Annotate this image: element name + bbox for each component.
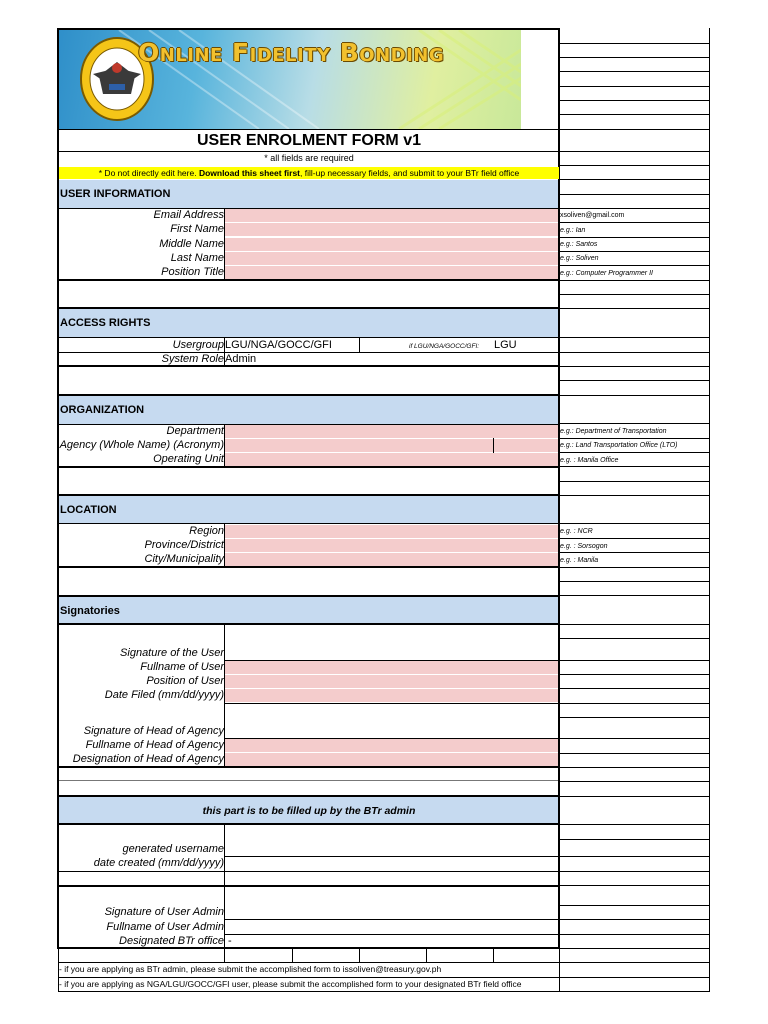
hint-grid-line bbox=[559, 934, 710, 935]
divider bbox=[359, 337, 360, 352]
section-access-rights: ACCESS RIGHTS bbox=[59, 309, 558, 337]
hint-grid-line bbox=[559, 495, 710, 496]
divider bbox=[426, 949, 427, 963]
label-date-filed-text: Date Filed (mm/dd/yyyy) bbox=[104, 689, 224, 701]
hint-grid-line bbox=[559, 824, 710, 825]
signature-head-field[interactable] bbox=[225, 704, 558, 737]
hint-grid-line bbox=[559, 481, 710, 482]
label-date-filed bbox=[59, 688, 224, 702]
hint-grid-line bbox=[559, 948, 710, 949]
divider bbox=[59, 780, 558, 781]
label-province bbox=[59, 538, 224, 552]
hint-grid-line bbox=[559, 466, 710, 467]
hint-first-name: e.g.: Ian bbox=[560, 227, 586, 234]
section-border bbox=[57, 623, 560, 625]
hint-grid-line bbox=[559, 71, 710, 72]
label-designation-head-text: Designation of Head of Agency bbox=[72, 753, 224, 765]
divider bbox=[58, 991, 560, 992]
province-field[interactable] bbox=[225, 539, 558, 552]
hint-grid-line bbox=[559, 595, 710, 596]
system-role-select[interactable]: Admin bbox=[225, 353, 257, 365]
hint-position-title: e.g.: Computer Programmer II bbox=[560, 270, 653, 277]
hint-grid-line bbox=[559, 688, 710, 689]
hint-city: e.g. : Manila bbox=[560, 557, 599, 564]
label-date-created bbox=[59, 856, 224, 870]
hint-grid-line bbox=[559, 885, 710, 886]
hint-grid-line bbox=[559, 552, 710, 553]
hint-grid-line bbox=[559, 856, 710, 857]
label-middle-name-text: Middle Name bbox=[159, 238, 224, 250]
position-title-field[interactable] bbox=[225, 266, 558, 279]
label-operating-unit bbox=[59, 452, 224, 466]
label-region-text: Region bbox=[189, 525, 224, 537]
agency-name-field[interactable] bbox=[225, 439, 493, 452]
label-city bbox=[59, 552, 224, 566]
label-signature-head bbox=[59, 724, 224, 738]
hint-grid-line bbox=[559, 423, 710, 424]
notice-bold: Download this sheet first bbox=[198, 168, 301, 178]
notice-suffix: , fill-up necessary fields, and submit to your BTr field office bbox=[300, 168, 520, 178]
section-organization: ORGANIZATION bbox=[59, 396, 558, 424]
footnote-btr-admin: - if you are applying as BTr admin, please submit the accomplished form to issoliven@treasury.gov.ph bbox=[59, 964, 442, 974]
email-field[interactable] bbox=[225, 209, 558, 222]
hint-grid-line bbox=[559, 581, 710, 582]
divider bbox=[224, 824, 225, 948]
hint-grid-line bbox=[559, 871, 710, 872]
hint-grid-line bbox=[559, 839, 710, 840]
hint-operating-unit: e.g. : Manila Office bbox=[560, 457, 619, 464]
label-fullname-head bbox=[59, 738, 224, 752]
operating-unit-field[interactable] bbox=[225, 453, 558, 466]
label-usergroup-text: Usergroup bbox=[172, 339, 224, 351]
hint-email: xsoliven@gmail.com bbox=[560, 212, 625, 219]
section-border bbox=[57, 885, 560, 887]
section-border bbox=[57, 766, 560, 768]
hint-grid-line bbox=[559, 194, 710, 195]
hint-grid-line bbox=[559, 337, 710, 338]
signature-user-field[interactable] bbox=[225, 626, 558, 659]
label-email-text: Email Address bbox=[153, 209, 224, 221]
hint-grid-line bbox=[559, 919, 710, 920]
label-position-user bbox=[59, 674, 224, 688]
position-user-field[interactable] bbox=[225, 675, 558, 688]
divider bbox=[224, 624, 225, 767]
hint-grid-line bbox=[559, 251, 710, 252]
hint-grid-line bbox=[559, 638, 710, 639]
hint-grid-line bbox=[559, 43, 710, 44]
label-date-created-text: date created (mm/dd/yyyy) bbox=[93, 857, 224, 869]
label-generated-username bbox=[59, 842, 224, 856]
hint-grid-line bbox=[559, 265, 710, 266]
label-department-text: Department bbox=[166, 425, 224, 437]
date-filed-field[interactable] bbox=[225, 689, 558, 702]
hint-grid-line bbox=[559, 179, 710, 180]
label-signature-admin bbox=[59, 905, 224, 919]
hint-grid-line bbox=[559, 767, 710, 768]
section-border bbox=[57, 823, 560, 825]
label-first-name bbox=[59, 222, 224, 236]
label-system-role bbox=[59, 352, 224, 366]
hint-grid-line bbox=[559, 438, 710, 439]
designated-office-value[interactable]: - bbox=[228, 935, 232, 947]
hint-grid-line bbox=[559, 538, 710, 539]
usergroup-sub-select[interactable]: LGU bbox=[494, 339, 517, 351]
divider bbox=[224, 208, 225, 280]
hint-grid-line bbox=[559, 962, 710, 963]
divider bbox=[57, 129, 560, 130]
hint-grid-line bbox=[559, 86, 710, 87]
label-last-name bbox=[59, 251, 224, 265]
label-first-name-text: First Name bbox=[170, 223, 224, 235]
middle-name-field[interactable] bbox=[225, 238, 558, 251]
label-department bbox=[59, 424, 224, 438]
hint-grid-line bbox=[559, 905, 710, 906]
hint-grid-line bbox=[559, 452, 710, 453]
label-agency bbox=[59, 438, 224, 452]
hint-grid-line bbox=[559, 280, 710, 281]
city-field[interactable] bbox=[225, 553, 558, 566]
label-fullname-user bbox=[59, 660, 224, 674]
hint-grid-line bbox=[559, 57, 710, 58]
label-position-user-text: Position of User bbox=[146, 675, 224, 687]
divider bbox=[224, 424, 225, 467]
divider bbox=[224, 934, 559, 935]
section-border bbox=[57, 279, 560, 281]
hint-grid-line bbox=[559, 352, 710, 353]
divider bbox=[224, 337, 225, 366]
hint-grid-line bbox=[559, 781, 710, 782]
label-designation-head bbox=[59, 752, 224, 766]
label-system-role-text: System Role bbox=[161, 353, 224, 365]
hint-grid-line bbox=[559, 567, 710, 568]
label-designated-office-text: Designated BTr office bbox=[119, 935, 224, 947]
first-name-field[interactable] bbox=[225, 223, 558, 236]
hint-grid-line bbox=[559, 294, 710, 295]
notice-prefix: * Do not directly edit here. bbox=[98, 168, 199, 178]
section-location: LOCATION bbox=[59, 496, 558, 523]
hint-grid-line bbox=[559, 222, 710, 223]
hint-grid-line bbox=[559, 738, 710, 739]
hint-grid-line bbox=[559, 100, 710, 101]
label-generated-username-text: generated username bbox=[122, 843, 224, 855]
divider bbox=[224, 856, 559, 857]
fullname-head-field[interactable] bbox=[225, 739, 558, 752]
label-middle-name bbox=[59, 237, 224, 251]
label-region bbox=[59, 524, 224, 538]
hint-grid-line bbox=[559, 717, 710, 718]
designation-head-field[interactable] bbox=[225, 753, 558, 766]
divider bbox=[493, 949, 494, 963]
hint-grid-line bbox=[559, 308, 710, 309]
label-fullname-head-text: Fullname of Head of Agency bbox=[85, 739, 224, 751]
hint-grid-line bbox=[559, 796, 710, 797]
divider bbox=[359, 949, 360, 963]
footnote-agency-user: - if you are applying as NGA/LGU/GOCC/GFI user, please submit the accomplished form to your designated BTr field office bbox=[59, 979, 522, 989]
hint-grid-line bbox=[559, 753, 710, 754]
department-field[interactable] bbox=[225, 425, 558, 438]
label-signature-admin-text: Signature of User Admin bbox=[104, 906, 224, 918]
hint-grid-line bbox=[559, 114, 710, 115]
hint-grid-line bbox=[559, 129, 710, 130]
section-border bbox=[57, 365, 560, 367]
section-border bbox=[57, 566, 560, 568]
hint-grid-line bbox=[559, 165, 710, 166]
last-name-field[interactable] bbox=[225, 252, 558, 265]
label-position-title bbox=[59, 265, 224, 279]
label-signature-head-text: Signature of Head of Agency bbox=[83, 725, 224, 737]
section-border bbox=[57, 947, 560, 949]
hint-grid-line bbox=[559, 703, 710, 704]
hint-grid-line bbox=[559, 523, 710, 524]
notice-banner bbox=[59, 167, 559, 179]
label-fullname-admin-text: Fullname of User Admin bbox=[106, 921, 224, 933]
divider bbox=[57, 151, 560, 152]
required-note: * all fields are required bbox=[264, 153, 354, 163]
divider bbox=[292, 949, 293, 963]
hint-grid-line bbox=[559, 660, 710, 661]
label-fullname-admin bbox=[59, 920, 224, 934]
agency-acronym-field[interactable] bbox=[494, 439, 558, 452]
hint-last-name: e.g.: Soliven bbox=[560, 255, 599, 262]
label-fullname-user-text: Fullname of User bbox=[140, 661, 224, 673]
section-admin: this part is to be filled up by the BTr admin bbox=[59, 797, 558, 824]
divider bbox=[224, 919, 559, 920]
label-city-text: City/Municipality bbox=[144, 553, 224, 565]
hint-grid-line bbox=[559, 366, 710, 367]
section-border bbox=[57, 466, 560, 468]
label-signature-user bbox=[59, 646, 224, 660]
hint-grid-line bbox=[559, 151, 710, 152]
label-province-text: Province/District bbox=[144, 539, 224, 551]
form-border-top bbox=[57, 28, 560, 30]
banner-title: Online Fidelity Bonding bbox=[138, 38, 445, 67]
form-title: USER ENROLMENT FORM v1 bbox=[196, 132, 421, 149]
hint-grid-line bbox=[559, 395, 710, 396]
label-usergroup bbox=[59, 338, 224, 352]
label-last-name-text: Last Name bbox=[170, 252, 224, 264]
hint-column bbox=[559, 28, 710, 992]
hint-grid-line bbox=[559, 208, 710, 209]
hint-department: e.g.: Department of Transportation bbox=[560, 428, 667, 435]
usergroup-select[interactable]: LGU/NGA/GOCC/GFI bbox=[225, 339, 332, 351]
section-user-information: USER INFORMATION bbox=[59, 180, 558, 208]
label-signature-user-text: Signature of the User bbox=[120, 647, 224, 659]
divider bbox=[559, 949, 560, 963]
label-agency-text: Agency (Whole Name) (Acronym) bbox=[59, 439, 224, 451]
fullname-user-field[interactable] bbox=[225, 661, 558, 674]
hint-middle-name: e.g.: Santos bbox=[560, 241, 598, 248]
hint-grid-line bbox=[559, 380, 710, 381]
label-email bbox=[59, 208, 224, 222]
section-signatories: Signatories bbox=[59, 597, 558, 624]
label-operating-unit-text: Operating Unit bbox=[153, 453, 224, 465]
hint-grid-line bbox=[559, 624, 710, 625]
hint-grid-line bbox=[559, 674, 710, 675]
divider bbox=[224, 949, 225, 963]
hint-grid-line bbox=[559, 991, 710, 992]
hint-grid-line bbox=[559, 977, 710, 978]
hint-agency: e.g.: Land Transportation Office (LTO) bbox=[560, 442, 678, 449]
usergroup-sub-label: if LGU/NGA/GOCC/GFI: bbox=[409, 343, 480, 350]
label-position-title-text: Position Title bbox=[161, 266, 224, 278]
label-designated-office bbox=[59, 934, 224, 948]
divider bbox=[224, 523, 225, 567]
divider bbox=[59, 871, 559, 872]
hint-province: e.g. : Sorsogon bbox=[560, 543, 608, 550]
region-field[interactable] bbox=[225, 525, 558, 538]
hint-grid-line bbox=[559, 237, 710, 238]
hint-region: e.g. : NCR bbox=[560, 528, 593, 535]
